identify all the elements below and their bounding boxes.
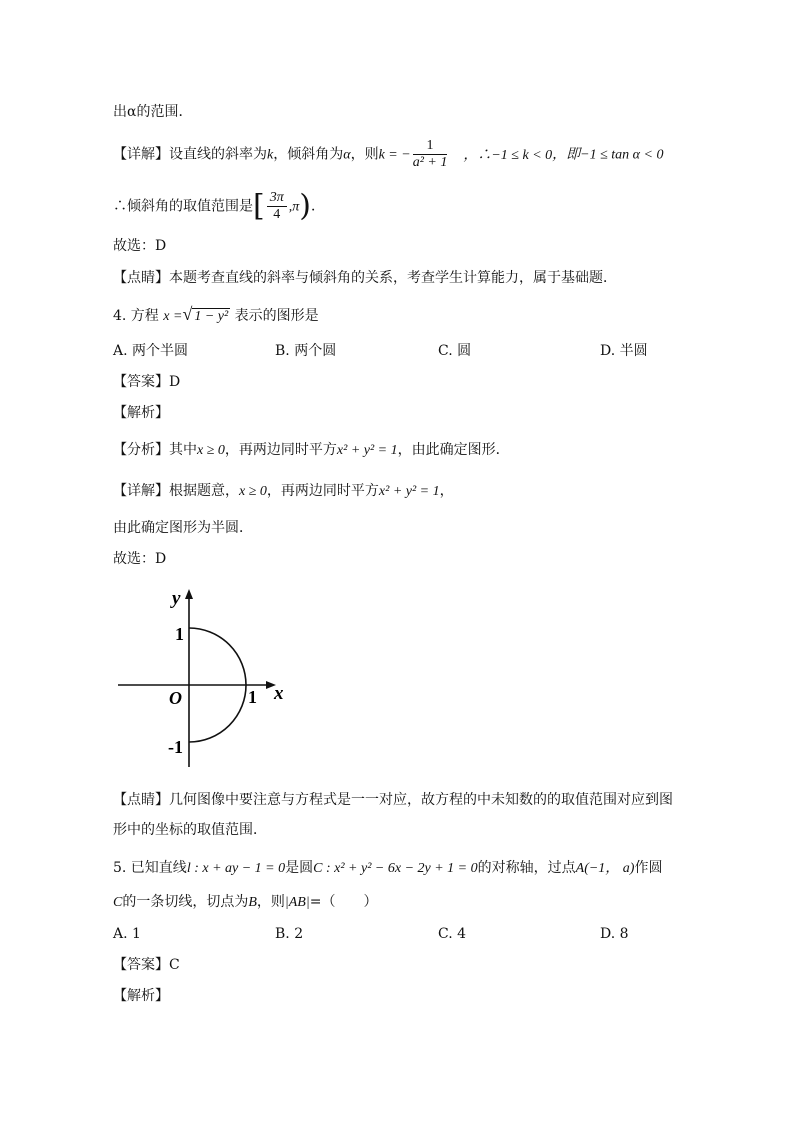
math-alpha: α bbox=[343, 147, 351, 163]
q5-mid2: 的对称轴，过点 bbox=[477, 860, 576, 876]
q4-choice-c: C. 圆 bbox=[438, 343, 472, 359]
q5-text-b: ，则 bbox=[256, 894, 285, 910]
q4-xj-pre: 【详解】根据题意， bbox=[113, 483, 239, 499]
detail-tag: 【详解】 bbox=[113, 146, 169, 163]
q4-xj-m2: x² + y² = 1 bbox=[378, 484, 440, 499]
q5-point-a: A(−1， a) bbox=[575, 861, 635, 876]
answer-pick: 故选：D bbox=[113, 238, 167, 254]
q4-xj-mid: ，再两边同时平方 bbox=[266, 483, 379, 499]
dianjing-2-line-2: 形中的坐标的取值范围． bbox=[113, 822, 267, 838]
y-axis-arrow bbox=[185, 589, 193, 599]
q5-choice-b: B. 2 bbox=[275, 926, 304, 942]
q4-choice-d: D. 半圆 bbox=[600, 343, 648, 359]
q4-xj-m1: x ≥ 0 bbox=[239, 484, 267, 499]
question-5-line-2 bbox=[113, 892, 377, 913]
y-axis-label: y bbox=[172, 588, 181, 609]
q4-answer: 【答案】D bbox=[113, 374, 181, 390]
fraction bbox=[413, 138, 448, 171]
q4-post: 表示的图形是 bbox=[234, 308, 319, 324]
text-line: 出α的范围． bbox=[113, 104, 193, 120]
range-tail: ,π bbox=[288, 199, 300, 215]
q5-answer: 【答案】C bbox=[113, 957, 180, 973]
q4-fx-m2: x² + y² = 1 bbox=[336, 443, 398, 458]
q4-sqrt: 1 − y² bbox=[194, 309, 229, 324]
x-axis-label: x bbox=[274, 683, 284, 704]
q4-jiexi: 【解析】 bbox=[113, 405, 169, 421]
detail-line bbox=[113, 138, 663, 171]
dianjing-1: 【点睛】本题考查直线的斜率与倾斜角的关系，考查学生计算能力，属于基础题． bbox=[113, 270, 617, 286]
math-k: k bbox=[267, 147, 274, 163]
q5-choice-d: D. 8 bbox=[600, 926, 629, 942]
q5-pre: 5. 已知直线 bbox=[113, 860, 187, 876]
q4-xj-post: ， bbox=[439, 483, 454, 499]
q5-b: B bbox=[248, 895, 257, 910]
q5-circle-eq: C : x² + y² − 6x − 2y + 1 = 0 bbox=[313, 861, 478, 876]
q4-conclusion: 由此确定图形为半圆． bbox=[113, 520, 253, 536]
q5-ab: |AB| bbox=[284, 895, 310, 910]
q4-fx-pre: 【分析】其中 bbox=[113, 442, 197, 458]
range-fraction-numerator: 3π bbox=[267, 190, 287, 207]
q4-fx-post: ，由此确定图形． bbox=[397, 442, 510, 458]
fraction-denominator: a² + 1 bbox=[412, 155, 448, 170]
q4-fx-m1: x ≥ 0 bbox=[197, 443, 225, 458]
x-tick-1-label: 1 bbox=[248, 687, 257, 707]
left-bracket: [ bbox=[253, 188, 265, 224]
range-fraction-denominator: 4 bbox=[273, 207, 281, 222]
question-5-line-1 bbox=[113, 858, 662, 879]
range-end: ． bbox=[310, 198, 325, 215]
math-tan: ，即−1 ≤ tan α < 0 bbox=[552, 147, 664, 163]
y-tick-1-label: 1 bbox=[175, 624, 184, 644]
range-pre: ∴倾斜角的取值范围是 bbox=[113, 198, 253, 215]
range-fraction bbox=[267, 190, 287, 223]
dianjing-2-line-1: 【点睛】几何图像中要注意与方程式是一一对应，故方程的中未知数的的取值范围对应到图 bbox=[113, 792, 673, 808]
math-eq-left: k = − bbox=[378, 147, 411, 163]
q5-mid: 是圆 bbox=[285, 860, 314, 876]
q5-text-c: =（ ） bbox=[309, 894, 378, 910]
detail-text-b: ，倾斜角为 bbox=[273, 146, 344, 163]
math-range: ，∴−1 ≤ k < 0 bbox=[463, 147, 553, 163]
q4-choice-a: A. 两个半圆 bbox=[113, 343, 189, 359]
semicircle-graph bbox=[110, 585, 310, 770]
q5-choice-a: A. 1 bbox=[113, 926, 141, 942]
q4-choice-b: B. 两个圆 bbox=[275, 343, 337, 359]
right-paren: ) bbox=[299, 188, 311, 224]
q5-c: C bbox=[113, 895, 123, 910]
q4-pre: 4. 方程 bbox=[113, 308, 159, 324]
detail-text-c: ，则 bbox=[350, 146, 379, 163]
fraction-numerator: 1 bbox=[413, 138, 448, 155]
origin-label: O bbox=[169, 688, 182, 708]
q5-text-a: 的一条切线，切点为 bbox=[122, 894, 249, 910]
sqrt-sign: √ bbox=[182, 304, 193, 324]
q5-choice-c: C. 4 bbox=[438, 926, 467, 942]
range-line bbox=[113, 190, 325, 223]
q5-jiexi: 【解析】 bbox=[113, 988, 169, 1004]
detail-text-a: 设直线的斜率为 bbox=[169, 146, 267, 163]
q5-line-eq: l : x + ay − 1 = 0 bbox=[186, 861, 286, 876]
q5-post: 作圆 bbox=[634, 860, 663, 876]
q4-detail bbox=[113, 481, 454, 502]
answer-pick-2: 故选：D bbox=[113, 551, 167, 567]
q4-fx-mid: ，再两边同时平方 bbox=[224, 442, 337, 458]
q4-analysis bbox=[113, 440, 510, 461]
question-4 bbox=[113, 304, 319, 327]
q4-eq: x = bbox=[163, 309, 183, 324]
y-tick-minus1-label: -1 bbox=[168, 737, 183, 757]
